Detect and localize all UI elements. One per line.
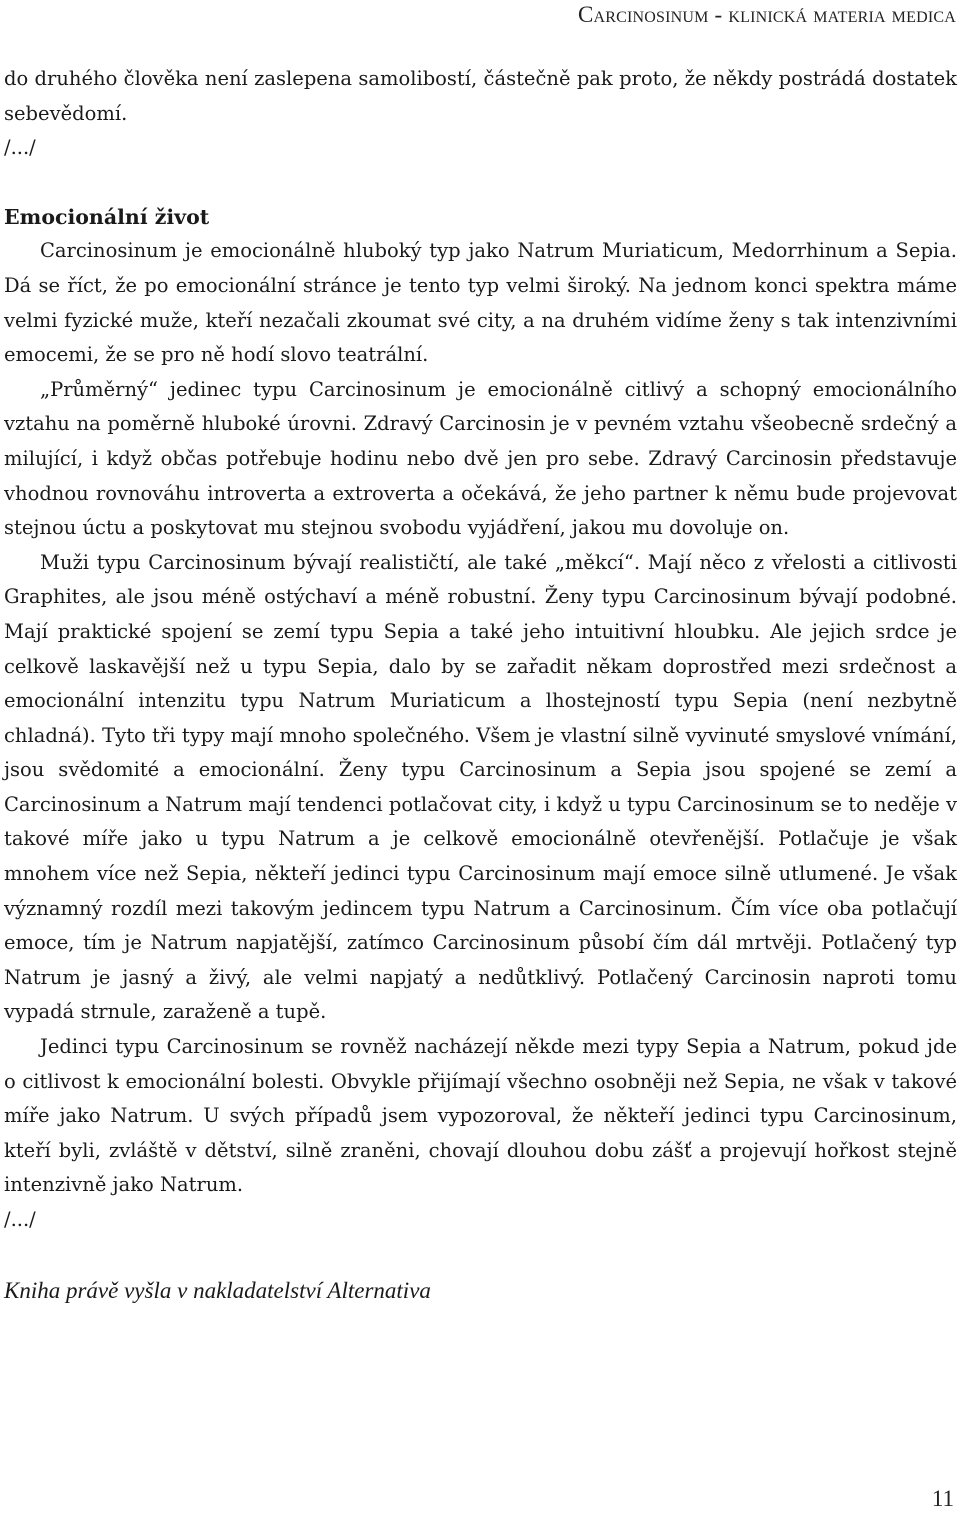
intro-paragraph: do druhého člověka není zaslepena samolibostí, částečně pak proto, že někdy postrádá dostatek sebevědomí. — [4, 67, 957, 125]
body-paragraph-4: Jedinci typu Carcinosinum se rovněž nacházejí někde mezi typy Sepia a Natrum, pokud jde o citlivost k emocionální bolesti. Obvykle přijímají všechno osobněji než Sepia, ne však v takové míře jako Natrum. U svých případů jsem vypozoroval, že někteří jedinci typu Carcinosinum, kteří byli, zvláště v dětství, silně zraněni, chovají dlouhou dobu zášť a projevují hořkost stejně intenzivně jako Natrum. — [4, 1035, 957, 1197]
page-content — [4, 62, 957, 1308]
ellipsis-marker: /.../ — [4, 136, 36, 160]
body-paragraph-2: „Průměrný“ jedinec typu Carcinosinum je emocionálně citlivý a schopný emocionálního vztahu na poměrně hluboké úrovni. Zdravý Carcinosin je v pevném vztahu všeobecně srdečný a milující, i když občas potřebuje hodinu nebo dvě jen pro sebe. Zdravý Carcinosin představuje vhodnou rovnováhu introverta a extroverta a očekává, že jeho partner k němu bude projevovat stejnou úctu a poskytovat mu stejnou svobodu vyjádření, jakou mu dovoluje on. — [4, 377, 957, 540]
page-number: 11 — [931, 1486, 954, 1511]
body-paragraph-1: Carcinosinum je emocionálně hluboký typ jako Natrum Muriaticum, Medorrhinum a Sepia. Dá se říct, že po emocionální stránce je tento typ velmi široký. Na jednom konci spektra máme velmi fyzické muže, kteří nezačali zkoumat své city, a na druhém vidíme ženy s tak intenzivními emocemi, že se pro ně hodí slovo teatrální. — [4, 239, 957, 367]
body-paragraph-3: Muži typu Carcinosinum bývají realističtí, ale také „měkcí“. Mají něco z vřelosti a citlivosti Graphites, ale jsou méně ostýchaví a méně robustní. Ženy typu Carcinosinum bývají podobné. Mají praktické spojení se zemí typu Sepia a také jeho intuitivní hloubku. Ale jejich srdce je celkově laskavější než u typu Sepia, dalo by se zařadit někam doprostřed mezi srdečnost a emocionální intenzitu typu Natrum Muriaticum a lhostejností typu Sepia (není nezbytně chladná). Tyto tři typy mají mnoho společného. Všem je vlastní silně vyvinuté smyslové vnímání, jsou svědomité a emocionální. Ženy typu Carcinosinum a Sepia jsou spojené se zemí a Carcinosinum a Natrum mají tendenci potlačovat city, i když u typu Carcinosinum se to neděje v takové míře jako u typu Natrum a je celkově emocionálně otevřenější. Potlačuje je však mnohem více než Sepia, někteří jedinci typu Carcinosinum mají emoce silně utlumené. Je však významný rozdíl mezi takovým jedincem typu Natrum a Carcinosinum. Čím více oba potlačují emoce, tím je Natrum napjatější, zatímco Carcinosinum působí čím dál mrtvěji. Potlačený typ Natrum je jasný a živý, ale velmi napjatý a nedůtklivý. Potlačený Carcinosin naproti tomu vypadá strnule, zaraženě a tupě. — [4, 550, 957, 1024]
running-header: Carcinosinum - klinická materia medica — [577, 2, 956, 27]
publisher-note: Kniha právě vyšla v nakladatelství Alternativa — [4, 1277, 431, 1303]
ellipsis-marker-end: /.../ — [4, 1208, 36, 1231]
section-heading: Emocionální život — [4, 204, 210, 229]
